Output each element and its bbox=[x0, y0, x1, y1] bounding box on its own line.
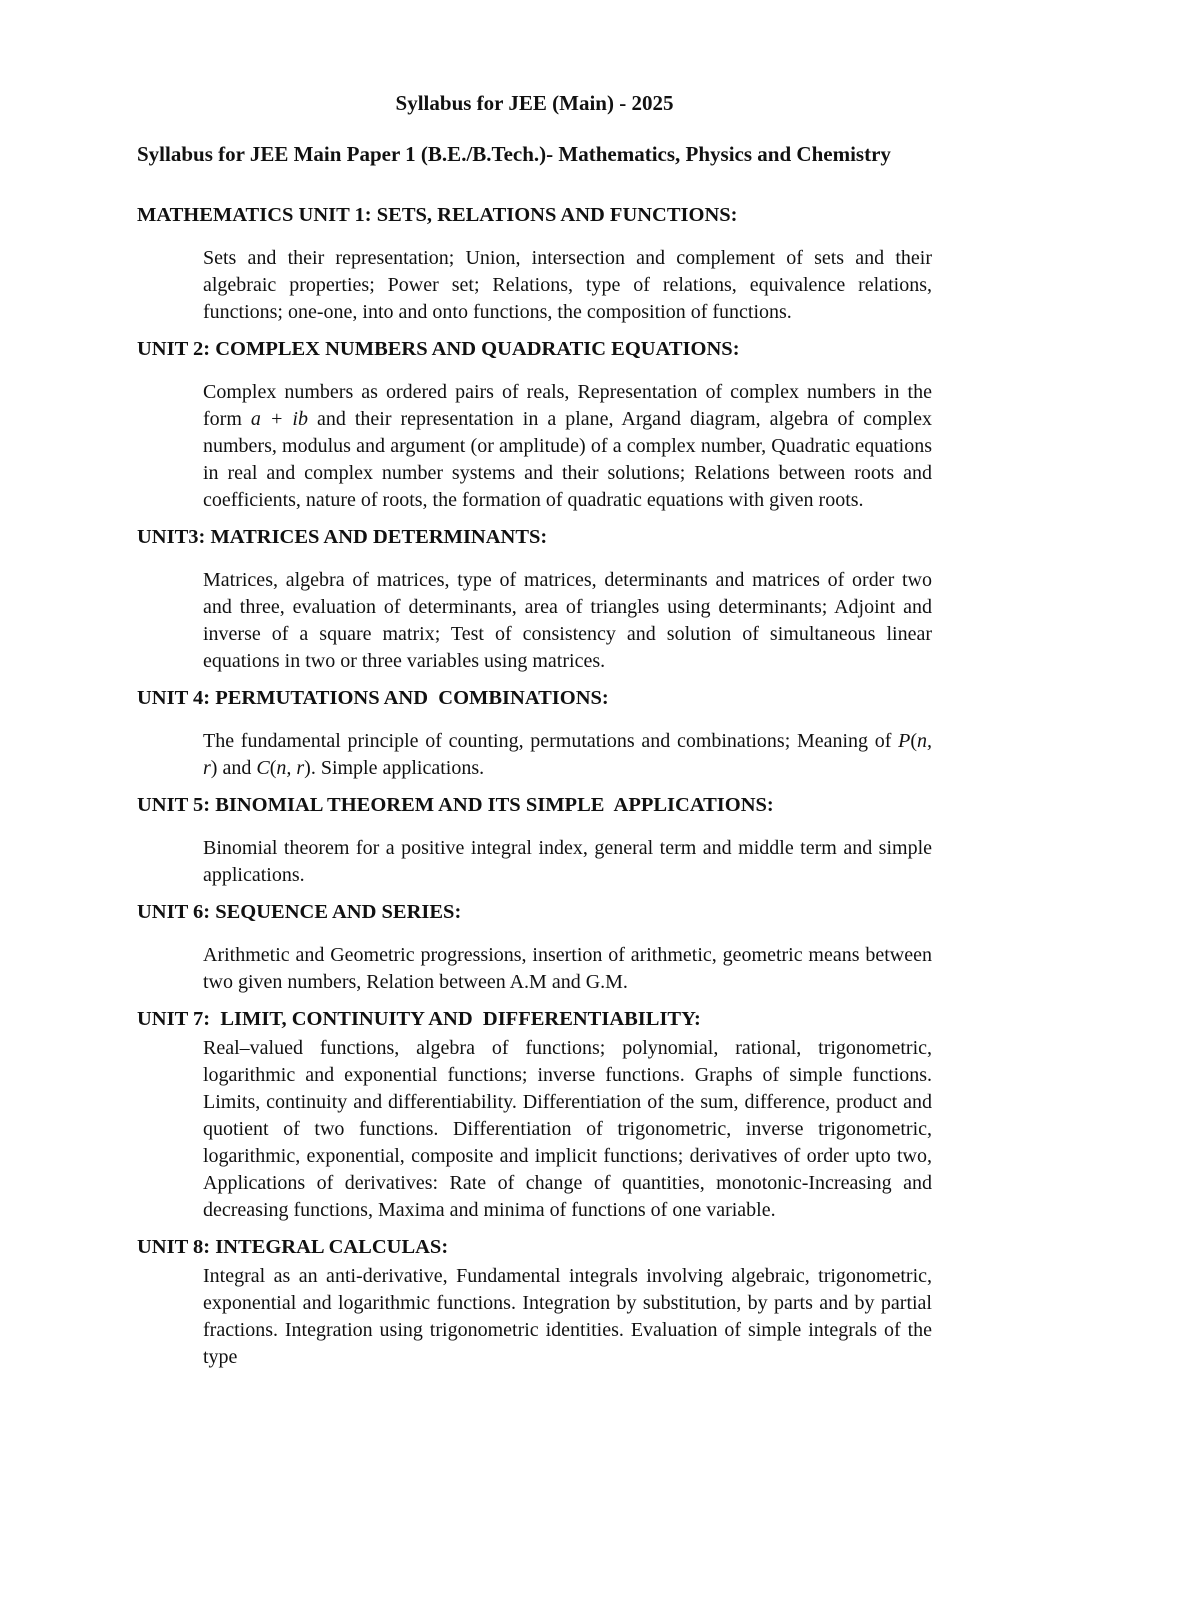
text-segment: Complex numbers as ordered pairs of reals, Representation of complex numbers in the form bbox=[203, 381, 932, 430]
document-subtitle: Syllabus for JEE Main Paper 1 (B.E./B.Tech.)- Mathematics, Physics and Chemistry bbox=[137, 142, 891, 166]
page-title: Syllabus for JEE (Main) - 2025 bbox=[395, 91, 674, 115]
text-segment: Arithmetic and Geometric progressions, insertion of arithmetic, geometric means between two given numbers, Relation between A.M and G.M. bbox=[203, 944, 932, 993]
italic-text-segment: P bbox=[898, 730, 911, 752]
italic-text-segment: n, r bbox=[276, 757, 305, 779]
section-heading: UNIT3: MATRICES AND DETERMINANTS: bbox=[137, 526, 548, 548]
text-segment: ). Simple applications. bbox=[304, 757, 485, 779]
section-heading: UNIT 6: SEQUENCE AND SERIES: bbox=[137, 901, 462, 923]
section-heading: UNIT 4: PERMUTATIONS AND COMBINATIONS: bbox=[137, 687, 609, 709]
section-paragraph bbox=[137, 1263, 932, 1371]
italic-text-segment: C bbox=[256, 757, 270, 779]
section-paragraph bbox=[137, 728, 932, 782]
section-paragraph bbox=[137, 245, 932, 326]
section-heading: UNIT 2: COMPLEX NUMBERS AND QUADRATIC EQUATIONS: bbox=[137, 338, 740, 360]
text-segment: The fundamental principle of counting, permutations and combinations; Meaning of bbox=[203, 730, 899, 752]
syllabus-sections bbox=[137, 202, 932, 1371]
text-segment: Matrices, algebra of matrices, type of matrices, determinants and matrices of order two and three, evaluation of determinants, area of triangles using determinants; Adjoint and inverse of a square matrix; Test of consistency and solution of simultaneous linear equations in two or three variables using matrices. bbox=[203, 569, 932, 672]
text-segment: Integral as an anti-derivative, Fundamental integrals involving algebraic, trigonometric, exponential and logarithmic functions. Integration by substitution, by parts and by partial fractions. Integration using trigonometric identities. Evaluation of simple integrals of the type bbox=[203, 1265, 932, 1368]
text-segment: ( bbox=[910, 730, 917, 752]
text-segment: and their representation in a plane, Argand diagram, algebra of complex numbers, modulus and argument (or amplitude) of a complex number, Quadratic equations in real and complex number systems and their solutions; Relations between roots and coefficients, nature of roots, the formation of quadratic equations with given roots. bbox=[203, 408, 932, 511]
section-paragraph bbox=[137, 835, 932, 889]
section-paragraph bbox=[137, 942, 932, 996]
section-paragraph bbox=[137, 567, 932, 675]
text-segment: Real–valued functions, algebra of functions; polynomial, rational, trigonometric, logarithmic and exponential functions; inverse functions. Graphs of simple functions. Limits, continuity and differentiability. Differentiation of the sum, difference, product and quotient of two functions. Differentiation of trigonometric, inverse trigonometric, logarithmic, exponential, composite and implicit functions; derivatives of order upto two, Applications of derivatives: Rate of change of quantities, monotonic-Increasing and decreasing functions, Maxima and minima of functions of one variable. bbox=[203, 1037, 932, 1221]
section-paragraph bbox=[137, 379, 932, 514]
text-segment: ( bbox=[269, 757, 277, 779]
italic-text-segment: a + ib bbox=[250, 408, 308, 430]
section-heading: MATHEMATICS UNIT 1: SETS, RELATIONS AND FUNCTIONS: bbox=[137, 204, 738, 226]
section-heading: UNIT 5: BINOMIAL THEOREM AND ITS SIMPLE APPLICATIONS: bbox=[137, 794, 774, 816]
text-segment: ) and bbox=[210, 757, 257, 779]
text-segment: Sets and their representation; Union, intersection and complement of sets and their algebraic properties; Power set; Relations, type of relations, equivalence relations, functions; one-one, into and onto functions, the composition of functions. bbox=[203, 247, 932, 323]
section-heading: UNIT 7: LIMIT, CONTINUITY AND DIFFERENTIABILITY: bbox=[137, 1008, 701, 1030]
section-heading: UNIT 8: INTEGRAL CALCULAS: bbox=[137, 1236, 449, 1258]
italic-text-segment: n, r bbox=[203, 730, 932, 779]
section-paragraph bbox=[137, 1035, 932, 1224]
text-segment: Binomial theorem for a positive integral index, general term and middle term and simple applications. bbox=[203, 837, 932, 886]
